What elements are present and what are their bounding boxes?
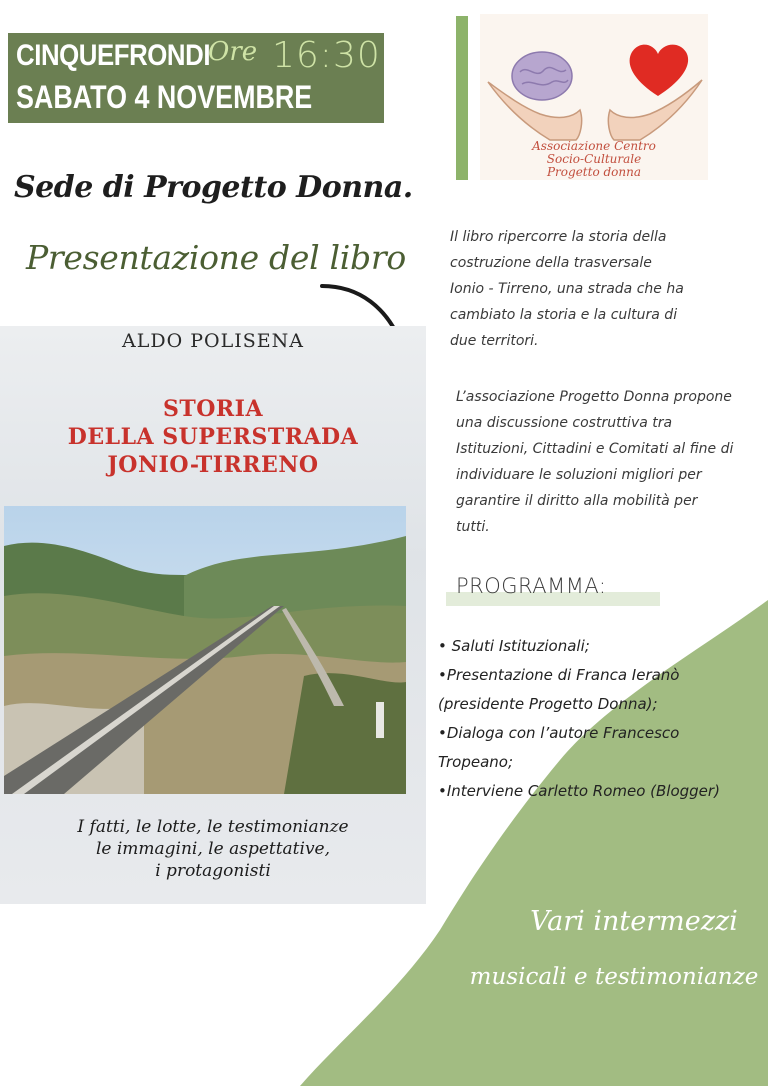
text-line: Istituzioni, Cittadini e Comitati al fine di <box>456 441 734 457</box>
program-title: PROGRAMMA: <box>456 574 607 598</box>
event-header-badge <box>8 33 384 123</box>
text-line: L’associazione Progetto Donna propone <box>456 389 732 405</box>
program-item: •Presentazione di Franca Ieranò <box>438 666 680 684</box>
program-item: • Saluti Istituzionali; <box>438 637 590 655</box>
text-line: due territori. <box>450 333 539 349</box>
event-city: CINQUEFRONDI <box>16 39 211 72</box>
text-line: una discussione costruttiva tra <box>456 415 673 431</box>
association-logo <box>480 14 708 180</box>
text-line: cambiato la storia e la cultura di <box>450 307 678 323</box>
text-line: individuare le soluzioni migliori per <box>456 467 702 483</box>
book-subtitle-line: le immagini, le aspettative, <box>95 839 331 859</box>
presentation-heading: Presentazione del libro <box>26 238 406 277</box>
program-item: •Interviene Carletto Romeo (Blogger) <box>438 782 720 800</box>
association-proposal <box>456 384 756 540</box>
logo-caption-line: Progetto donna <box>546 165 642 179</box>
text-line: Il libro ripercorre la storia della <box>450 229 667 245</box>
venue-text: Sede di Progetto Donna. <box>14 170 413 205</box>
book-description <box>450 224 750 354</box>
book-title-line: DELLA SUPERSTRADA <box>67 424 359 450</box>
text-line: Ionio - Tirreno, una strada che ha <box>450 281 684 297</box>
book-subtitle-line: I fatti, le lotte, le testimonianze <box>77 817 349 837</box>
time-label: Ore <box>208 37 258 67</box>
logo-caption-line: Socio-Culturale <box>546 152 642 166</box>
program-item: •Dialoga con l’autore Francesco <box>438 724 680 742</box>
program-item: (presidente Progetto Donna); <box>438 695 658 713</box>
logo-accent-bar <box>456 16 468 180</box>
book-author: ALDO POLISENA <box>122 330 304 352</box>
event-time: 16:30 <box>272 35 381 76</box>
closing-line: Vari intermezzi <box>530 906 738 937</box>
program-list <box>438 632 764 806</box>
closing-line: musicali e testimonianze <box>469 964 759 990</box>
text-line: costruzione della trasversale <box>450 255 652 271</box>
text-line: garantire il diritto alla mobilità per <box>456 493 698 509</box>
logo-caption-line: Associazione Centro <box>532 139 656 153</box>
book-subtitle-line: i protagonisti <box>155 861 271 881</box>
book-title-line: STORIA <box>162 396 264 422</box>
program-item: Tropeano; <box>438 753 514 771</box>
road-landscape-image <box>4 506 406 794</box>
event-date: SABATO 4 NOVEMBRE <box>16 79 313 115</box>
book-title-line: JONIO-TIRRENO <box>107 452 319 478</box>
book-cover <box>0 326 426 904</box>
text-line: tutti. <box>456 519 490 535</box>
